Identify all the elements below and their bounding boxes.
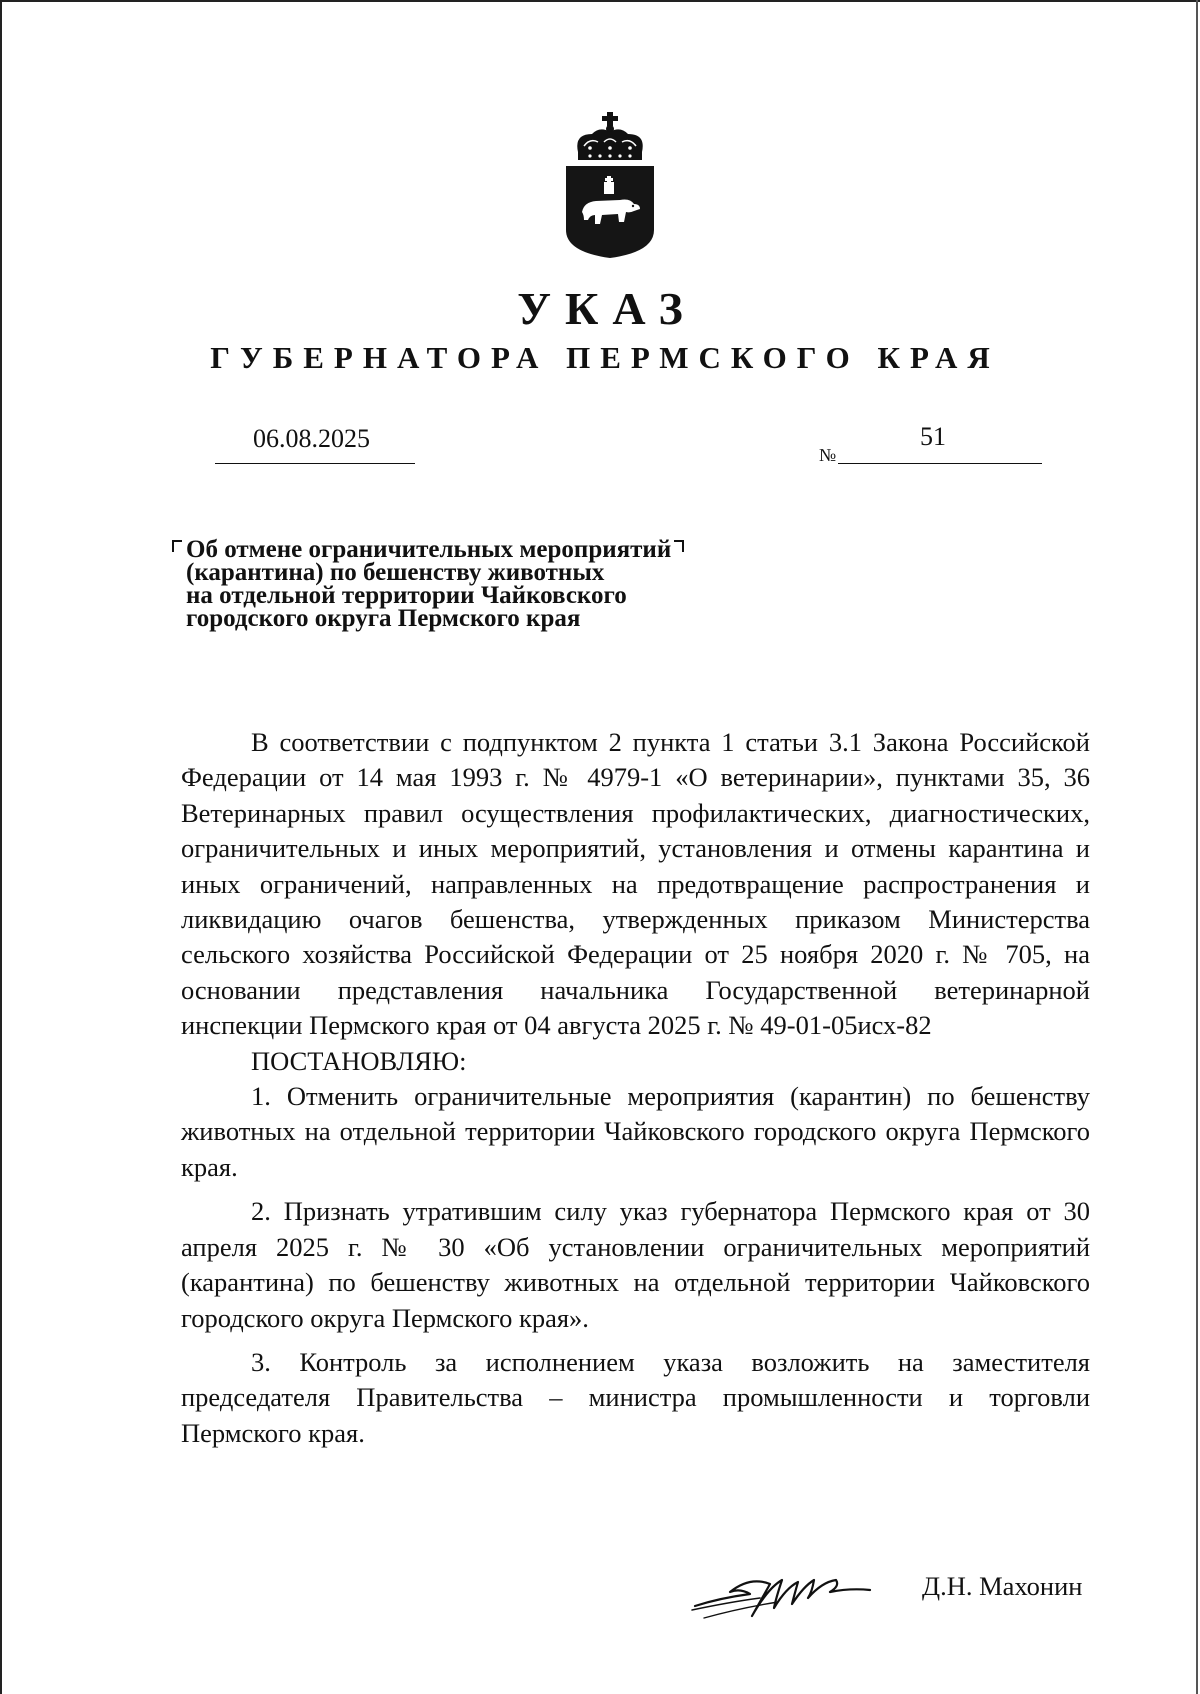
scan-border-top [0,0,1200,2]
decree-word: ПОСТАНОВЛЯЮ: [251,1045,467,1076]
subject-line: городского округа Пермского края [186,605,581,632]
subject-line: Об отмене ограничительных мероприятий [186,536,672,563]
subject-line: на отдельной территории Чайковского [186,582,627,609]
subject-bracket-left [172,540,182,552]
document-date: 06.08.2025 [253,424,370,453]
document-body [181,725,1090,1451]
document-title: УКАЗ [517,283,697,334]
decree-item: 2. Признать утратившим силу указ губернатора Пермского края от 30 апреля 2025 г. № 30 «Об установлении ограничительных мероприятий (карантина) по бешенству животных на отдельной территории Чайковского городского округа Пермского края». [181,1196,1090,1333]
subject-line: (карантина) по бешенству животных [186,559,605,586]
handwritten-signature [690,1558,890,1628]
date-underline [215,463,415,464]
scan-border-right [1196,0,1198,1694]
number-underline [838,463,1042,464]
number-sign: № [819,445,837,465]
coat-of-arms-icon [560,112,660,262]
document-number: 51 [920,422,946,451]
document-subject [186,538,786,630]
signer-name: Д.Н. Махонин [922,1571,1083,1601]
decree-item: 1. Отменить ограничительные мероприятия (карантин) по бешенству животных на отдельной территории Чайковского городского округа Пермского края. [181,1081,1090,1182]
decree-item: 3. Контроль за исполнением указа возложить на заместителя председателя Правительства – министра промышленности и торговли Пермского края. [181,1346,1090,1448]
document-subtitle: ГУБЕРНАТОРА ПЕРМСКОГО КРАЯ [210,340,1000,375]
scan-border-left [0,0,2,1694]
preamble-paragraph: В соответствии с подпунктом 2 пункта 1 статьи 3.1 Закона Российской Федерации от 14 мая 1993 г. № 4979-1 «О ветеринарии», пунктами 35, 36 Ветеринарных правил осуществления профилактических, диагностических, ограничительных и иных мероприятий, установления и отмены карантина и иных ограничений, направленных на предотвращение распространения и ликвидацию очагов бешенства, утвержденных приказом Министерства сельского хозяйства Российской Федерации от 25 ноября 2020 г. № 705, на основании представления начальника Государственной ветеринарной инспекции Пермского края от 04 августа 2025 г. № 49-01-05исх-82 [181,727,1090,1041]
